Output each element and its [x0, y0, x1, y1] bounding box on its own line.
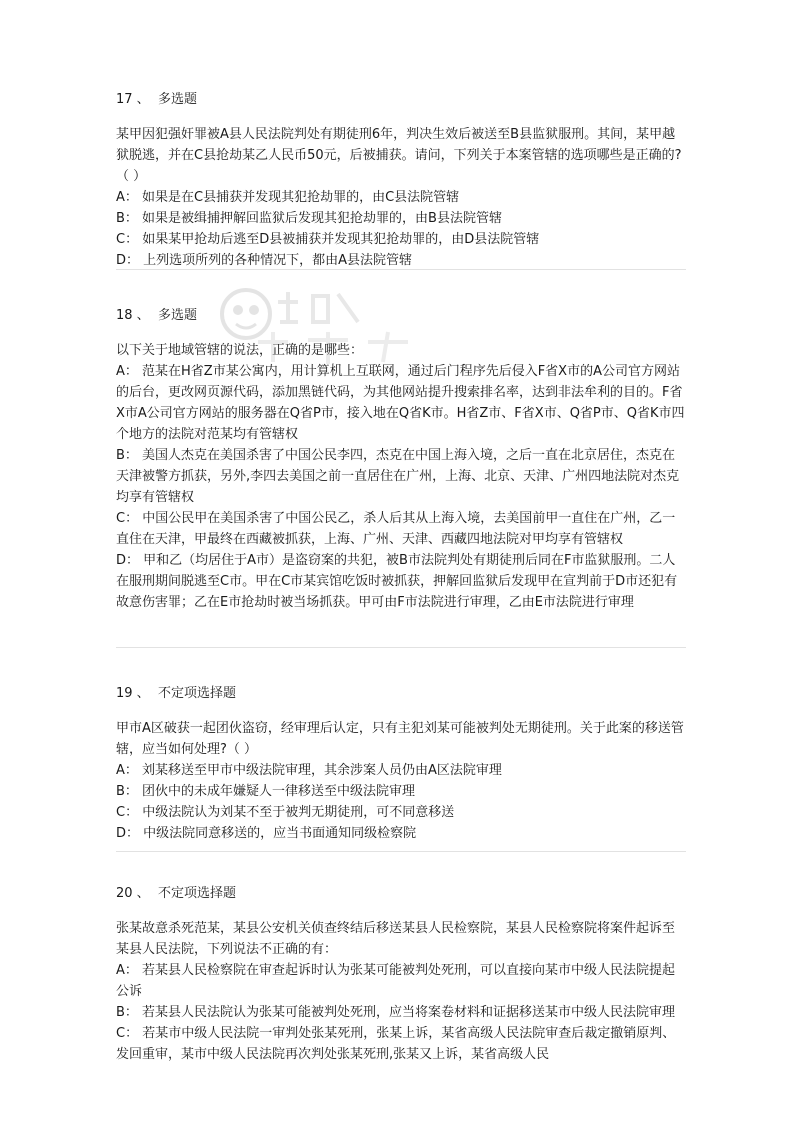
divider: [116, 851, 686, 852]
option-c: C： 中级法院认为刘某不至于被判无期徒刑，可不同意移送: [116, 805, 455, 820]
option-c: C： 如果某甲抢劫后逃至D县被捕获并发现其犯抢劫罪的，由D县法院管辖: [116, 232, 540, 247]
option-a: A： 如果是在C县捕获并发现其犯抢劫罪的，由C县法院管辖: [116, 190, 460, 205]
question-header: 20 、 不定项选择题: [116, 886, 236, 901]
question-20: [116, 884, 686, 1065]
option-d: D： 中级法院同意移送的，应当书面通知同级检察院: [116, 826, 417, 841]
question-header: 17 、 多选题: [116, 92, 197, 107]
option-b: B： 团伙中的未成年嫌疑人一律移送至中级法院审理: [116, 784, 416, 799]
option-d: D： 甲和乙（均居住于A市）是盗窃案的共犯，被B市法院判处有期徒刑后同在F市监狱服刑。二人在服刑期间脱逃至C市。甲在C市某宾馆吃饭时被抓获，押解回监狱后发现甲在宣判前于D市还犯有故意伤害罪；乙在E市抢劫时被当场抓获。甲可由F市法院进行审理，乙由E市法院进行审理: [116, 553, 678, 610]
option-b: B： 若某县人民法院认为张某可能被判处死刑，应当将案卷材料和证据移送某市中级人民法院审理: [116, 1005, 676, 1020]
option-a: A： 刘某移送至甲市中级法院审理，其余涉案人员仍由A区法院审理: [116, 763, 502, 778]
option-c: C： 若某市中级人民法院一审判处张某死刑，张某上诉，某省高级人民法院审查后裁定撤销原判、发回重审，某市中级人民法院再次判处张某死刑,张某又上诉，某省高级人民: [116, 1026, 676, 1062]
divider: [116, 647, 686, 648]
question-header: 19 、 不定项选择题: [116, 686, 236, 701]
option-c: C： 中国公民甲在美国杀害了中国公民乙，杀人后其从上海入境，去美国前甲一直住在广州，乙一直住在天津，甲最终在西藏被抓获，上海、广州、天津、西藏四地法院对甲均享有管辖权: [116, 511, 676, 547]
question-17: [116, 90, 686, 271]
question-18: [116, 306, 686, 613]
question-stem: 某甲因犯强奸罪被A县人民法院判处有期徒刑6年，判决生效后被送至B县监狱服刑。其间，某甲越狱脱逃，并在C县抢劫某乙人民币50元，后被捕获。请问，下列关于本案管辖的选项哪些是正确的?（ ）: [116, 127, 682, 184]
question-header: 18 、 多选题: [116, 308, 197, 323]
option-a: A： 范某在H省Z市某公寓内，用计算机上互联网，通过后门程序先后侵入F省X市的A公司官方网站的后台，更改网页源代码，添加黑链代码，为其他网站提升搜索排名率，达到非法牟利的目的。F省X市A公司官方网站的服务器在Q省P市，接入地在Q省K市。H省Z市、F省X市、Q省P市、Q省K市四个地方的法院对范某均有管辖权: [116, 364, 685, 442]
question-stem: 甲市A区破获一起团伙盗窃，经审理后认定，只有主犯刘某可能被判处无期徒刑。关于此案的移送管辖，应当如何处理?（ ）: [116, 721, 684, 757]
divider: [116, 269, 686, 270]
option-d: D： 上列选项所列的各种情况下，都由A县法院管辖: [116, 253, 413, 268]
option-b: B： 美国人杰克在美国杀害了中国公民李四，杰克在中国上海入境，之后一直在北京居住，杰克在天津被警方抓获，另外,李四去美国之前一直居住在广州，上海、北京、天津、广州四地法院对杰克均享有管辖权: [116, 448, 680, 505]
option-a: A： 若某县人民检察院在审查起诉时认为张某可能被判处死刑，可以直接向某市中级人民法院提起公诉: [116, 963, 676, 999]
question-stem: 以下关于地域管辖的说法，正确的是哪些：: [116, 343, 364, 358]
question-19: [116, 684, 686, 844]
question-stem: 张某故意杀死范某，某县公安机关侦查终结后移送某县人民检察院，某县人民检察院将案件起诉至某县人民法院，下列说法不正确的有：: [116, 921, 676, 957]
option-b: B： 如果是被缉捕押解回监狱后发现其犯抢劫罪的，由B县法院管辖: [116, 211, 502, 226]
